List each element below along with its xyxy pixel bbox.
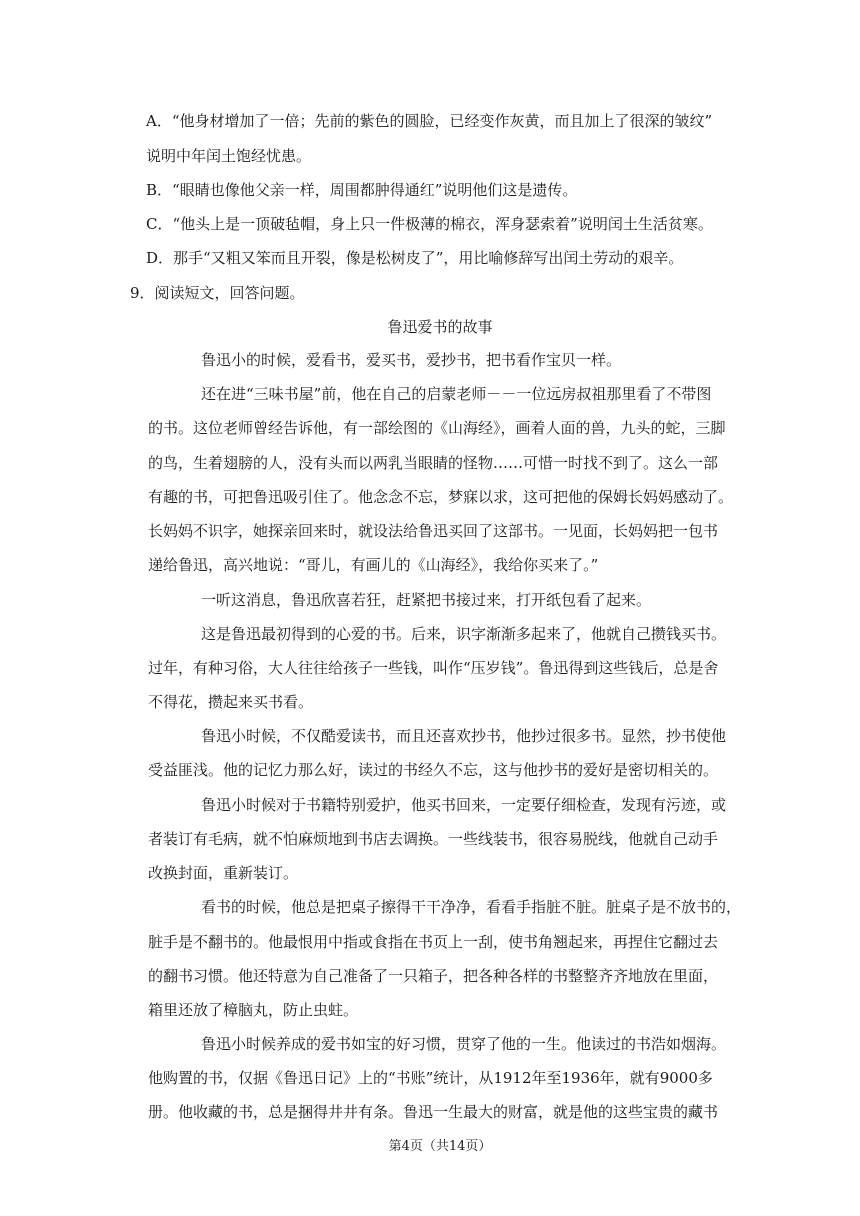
article-line: 有趣的书，可把鲁迅吸引住了。他念念不忘，梦寐以求，这可把他的保姆长妈妈感动了。 <box>148 488 734 506</box>
article-line: 长妈妈不识字，她探亲回来时，就设法给鲁迅买回了这部书。一见面，长妈妈把一包书 <box>148 522 719 540</box>
article-line: 鲁迅小的时候，爱看书，爱买书，爱抄书，把书看作宝贝一样。 <box>201 351 622 369</box>
article-line: 的书。这位老师曾经告诉他，有一部绘图的《山海经》，画着人面的兽，九头的蛇，三脚 <box>148 419 726 437</box>
article-line: 脏手是不翻书的。他最恨用中指或食指在书页上一刮，使书角翘起来，再捏住它翻过去 <box>148 933 719 951</box>
article-line: 鲁迅小时候养成的爱书如宝的好习惯，贯穿了他的一生。他读过的书浩如烟海。 <box>201 1035 727 1053</box>
article-line: 递给鲁迅，高兴地说：“哥儿，有画儿的《山海经》，我给你买来了。” <box>148 556 599 574</box>
option-c: C．“他头上是一顶破毡帽，身上只一件极薄的棉衣，浑身瑟索着”说明闰土生活贫寒。 <box>146 215 713 233</box>
article-line: 者装订有毛病，就不怕麻烦地到书店去调换。一些线装书，很容易脱线，他就自己动手 <box>148 830 719 848</box>
article-line: 箱里还放了樟脑丸，防止虫蛀。 <box>148 1001 359 1019</box>
article-line: 鲁迅小时候，不仅酷爱读书，而且还喜欢抄书，他抄过很多书。显然，抄书使他 <box>201 727 727 745</box>
article-line: 鲁迅小时候对于书籍特别爱护，他买书回来，一定要仔细检查，发现有污迹，或 <box>201 796 727 814</box>
article-line: 不得花，攒起来买书看。 <box>148 693 314 711</box>
article-line: 改换封面，重新装订。 <box>148 864 299 882</box>
article-line: 一听这消息，鲁迅欣喜若狂，赶紧把书接过来，打开纸包看了起来。 <box>201 591 652 609</box>
article-line: 受益匪浅。他的记忆力那么好，读过的书经久不忘，这与他抄书的爱好是密切相关的。 <box>148 761 719 779</box>
page-footer: 第4页（共14页） <box>388 1139 492 1154</box>
article-line: 他购置的书，仅据《鲁迅日记》上的“书账”统计，从1912年至1936年，就有9000多 <box>148 1069 713 1087</box>
article-line: 这是鲁迅最初得到的心爱的书。后来，识字渐渐多起来了，他就自己攒钱买书。 <box>201 625 727 643</box>
article-line: 册。他收藏的书，总是捆得井井有条。鲁迅一生最大的财富，就是他的这些宝贵的藏书 <box>148 1103 719 1121</box>
option-b: B．“眼睛也像他父亲一样，周围都肿得通红”说明他们这是遗传。 <box>146 181 578 199</box>
option-a-line2: 说明中年闰土饱经忧患。 <box>146 147 312 165</box>
article-line: 过年，有种习俗，大人往往给孩子一些钱，叫作“压岁钱”。鲁迅得到这些钱后，总是舍 <box>148 659 719 677</box>
article-line: 的翻书习惯。他还特意为自己准备了一只箱子，把各种各样的书整整齐齐地放在里面， <box>148 967 719 985</box>
article-title: 鲁迅爱书的故事 <box>387 318 493 336</box>
article-line: 看书的时候，他总是把桌子擦得干干净净，看看手指脏不脏。脏桌子是不放书的， <box>201 898 742 916</box>
question-9: 9．阅读短文，回答问题。 <box>130 284 305 302</box>
article-line: 的鸟，生着翅膀的人，没有头而以两乳当眼睛的怪物……可惜一时找不到了。这么一部 <box>148 454 719 472</box>
article-line: 还在进“三味书屋”前，他在自己的启蒙老师－－一位远房叔祖那里看了不带图 <box>201 385 712 403</box>
option-d: D．那手“又粗又笨而且开裂，像是松树皮了”，用比喻修辞写出闰土劳动的艰辛。 <box>146 249 684 267</box>
option-a-line1: A．“他身材增加了一倍；先前的紫色的圆脸，已经变作灰黄，而且加上了很深的皱纹” <box>146 112 713 130</box>
